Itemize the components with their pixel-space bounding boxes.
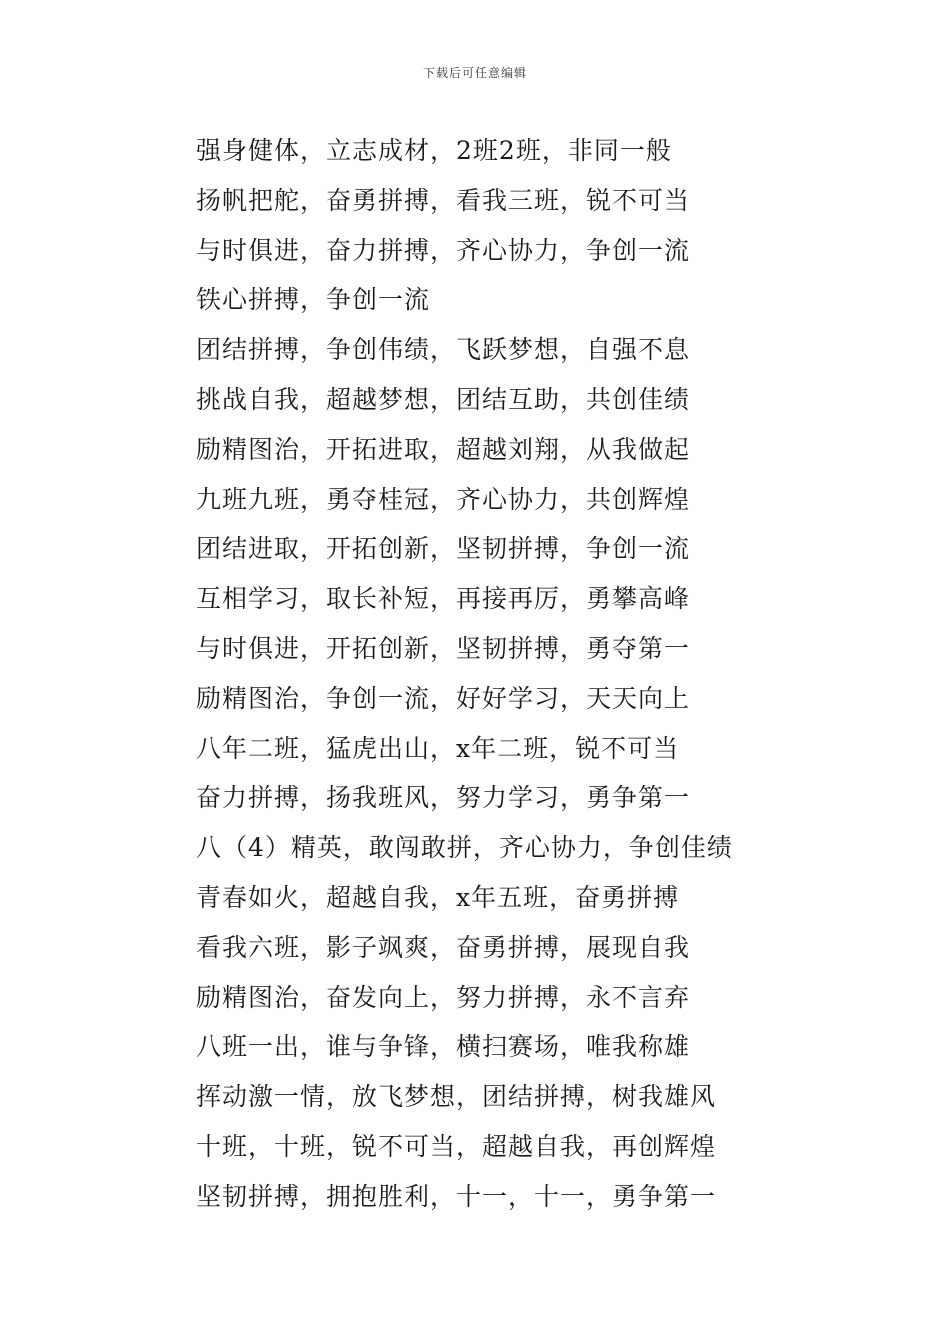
slogan-line: 铁心拼搏，争创一流 bbox=[196, 285, 431, 315]
slogan-line: 十班，十班，锐不可当，超越自我，再创辉煌 bbox=[196, 1131, 717, 1161]
slogan-line: 八年二班，猛虎出山，x年二班，锐不可当 bbox=[196, 733, 680, 763]
slogan-line: 励精图治，奋发向上，努力拼搏，永不言弃 bbox=[196, 982, 691, 1012]
slogan-line: 看我六班，影子飒爽，奋勇拼搏，展现自我 bbox=[196, 932, 691, 962]
slogan-line: 与时俱进，开拓创新，坚韧拼搏，勇夺第一 bbox=[196, 633, 691, 663]
slogan-line: 奋力拼搏，扬我班风，努力学习，勇争第一 bbox=[196, 783, 691, 813]
slogan-line: 团结拼搏，争创伟绩，飞跃梦想，自强不息 bbox=[196, 335, 691, 365]
slogan-line: 坚韧拼搏，拥抱胜利，十一，十一，勇争第一 bbox=[196, 1181, 717, 1211]
slogan-line: 团结进取，开拓创新，坚韧拼搏，争创一流 bbox=[196, 534, 691, 564]
slogan-line: 强身健体，立志成材，2班2班，非同一般 bbox=[196, 136, 672, 165]
slogan-line: 九班九班，勇夺桂冠，齐心协力，共创辉煌 bbox=[196, 484, 691, 514]
page-header: 下载后可任意编辑 bbox=[422, 66, 527, 80]
slogan-line: 扬帆把舵，奋勇拼搏，看我三班，锐不可当 bbox=[196, 185, 691, 215]
slogan-line: 励精图治，开拓进取，超越刘翔，从我做起 bbox=[196, 434, 691, 464]
slogan-line: 励精图治，争创一流，好好学习，天天向上 bbox=[196, 683, 691, 713]
slogan-line: 挥动激一情，放飞梦想，团结拼搏，树我雄风 bbox=[196, 1082, 717, 1112]
slogan-line: 互相学习，取长补短，再接再厉，勇攀高峰 bbox=[196, 584, 691, 614]
slogan-line: 与时俱进，奋力拼搏，齐心协力，争创一流 bbox=[196, 235, 691, 265]
slogan-list bbox=[196, 126, 916, 1222]
slogan-line: 八（4）精英，敢闯敢拼，齐心协力，争创佳绩 bbox=[196, 833, 733, 863]
slogan-line: 八班一出，谁与争锋，横扫赛场，唯我称雄 bbox=[196, 1032, 691, 1062]
slogan-line: 青春如火，超越自我，x年五班，奋勇拼搏 bbox=[196, 882, 680, 912]
slogan-line: 挑战自我，超越梦想，团结互助，共创佳绩 bbox=[196, 384, 691, 414]
